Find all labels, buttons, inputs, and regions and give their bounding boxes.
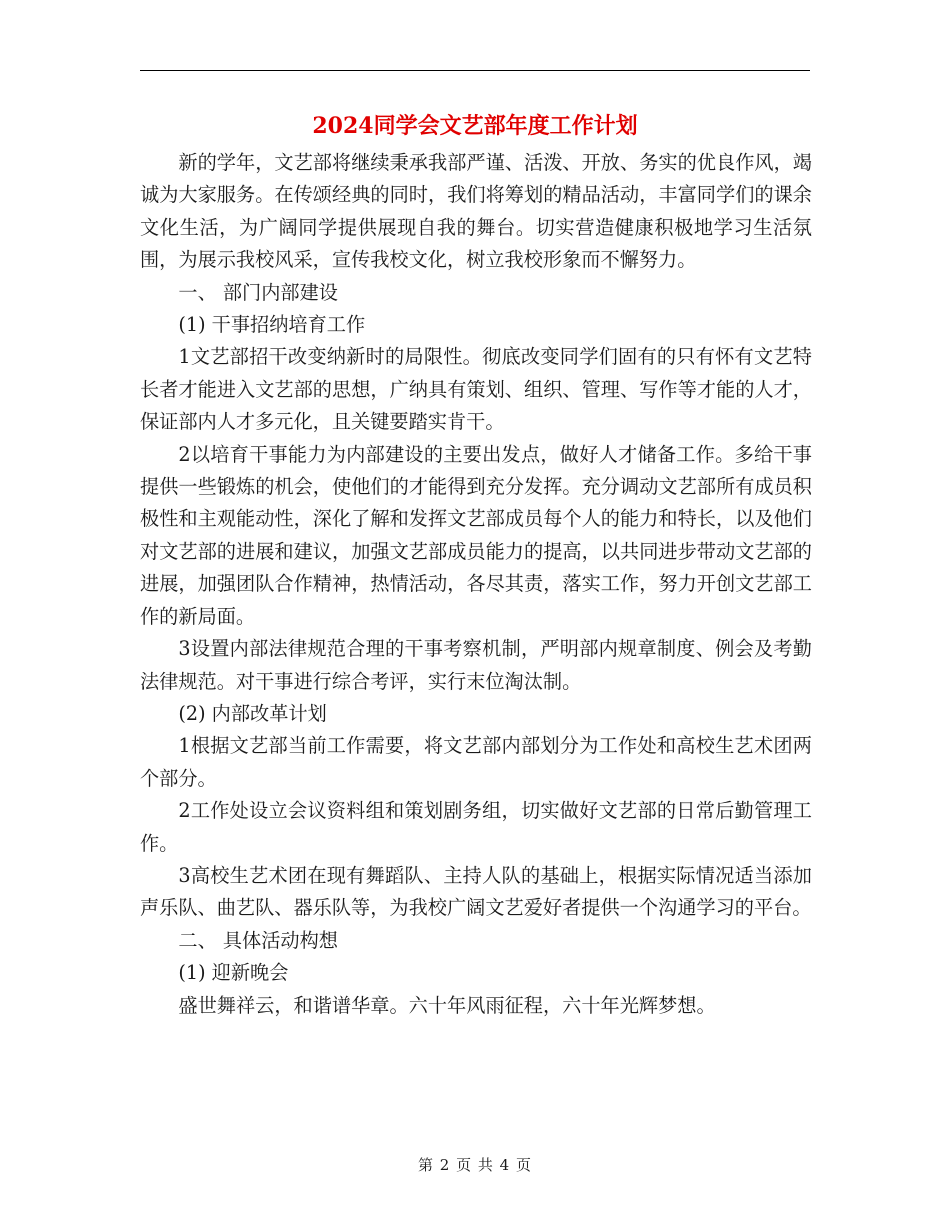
subsection-heading-1-1: (1) 干事招纳培育工作	[178, 313, 366, 337]
paragraph-1-1-1: 1文艺部招干改变纳新时的局限性。彻底改变同学们固有的只有怀有文艺特长者才能进入文艺部的思想，广纳具有策划、组织、管理、写作等才能的人才，保证部内人才多元化，且关键要踏实肯干。	[140, 345, 812, 434]
paragraph-intro: 新的学年，文艺部将继续秉承我部严谨、活泼、开放、务实的优良作风，竭诚为大家服务。在传颂经典的同时，我们将筹划的精品活动，丰富同学们的课余文化生活，为广阔同学提供展现自我的舞台。切实营造健康积极地学习生活氛围，为展示我校风采，宣传我校文化，树立我校形象而不懈努力。	[140, 151, 812, 272]
paragraph-1-1-2: 2以培育干事能力为内部建设的主要出发点，做好人才储备工作。多给干事提供一些锻炼的机会，使他们的才能得到充分发挥。充分调动文艺部所有成员积极性和主观能动性，深化了解和发挥文艺部成员每个人的能力和特长，以及他们对文艺部的进展和建议，加强文艺部成员能力的提高，以共同进步带动文艺部的进展，加强团队合作精神，热情活动，各尽其责，落实工作，努力开创文艺部工作的新局面。	[140, 442, 812, 628]
page-title: 2024同学会文艺部年度工作计划	[312, 113, 638, 139]
subsection-heading-2-1: (1) 迎新晚会	[178, 961, 289, 985]
page-footer: 第 2 页 共 4 页	[418, 1156, 532, 1174]
paragraph-1-2-1: 1根据文艺部当前工作需要，将文艺部内部划分为工作处和高校生艺术团两个部分。	[140, 734, 812, 790]
paragraph-2-1-1: 盛世舞祥云，和谐谱华章。六十年风雨征程，六十年光辉梦想。	[178, 993, 716, 1017]
section-heading-2: 二、 具体活动构想	[178, 928, 338, 952]
section-heading-1: 一、 部门内部建设	[178, 280, 338, 304]
paragraph-1-1-3: 3设置内部法律规范合理的干事考察机制，严明部内规章制度、例会及考勤法律规范。对干事进行综合考评，实行末位淘汰制。	[140, 637, 812, 693]
document-body	[140, 147, 812, 1022]
header-rule	[140, 70, 810, 71]
paragraph-1-2-3: 3高校生艺术团在现有舞蹈队、主持人队的基础上，根据实际情况适当添加声乐队、曲艺队、器乐队等，为我校广阔文艺爱好者提供一个沟通学习的平台。	[140, 863, 812, 920]
subsection-heading-1-2: (2) 内部改革计划	[178, 701, 327, 725]
paragraph-1-2-2: 2工作处设立会议资料组和策划剧务组，切实做好文艺部的日常后勤管理工作。	[140, 799, 812, 855]
